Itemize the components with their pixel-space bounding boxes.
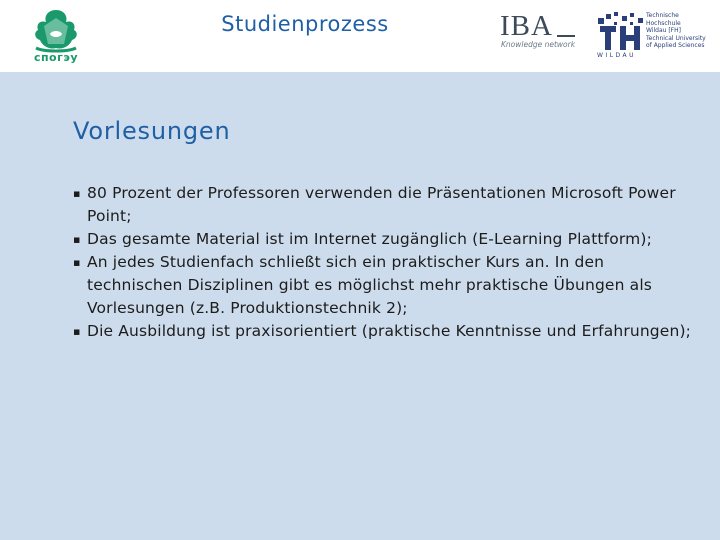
bullet-list xyxy=(73,182,703,343)
iba-logo-underline xyxy=(557,35,575,37)
slide-header xyxy=(0,0,720,72)
university-logo-text: спогэу xyxy=(33,51,79,64)
th-text-line: Technische xyxy=(646,12,679,19)
th-text-line: Hochschule xyxy=(646,19,681,27)
iba-logo xyxy=(500,10,580,54)
header-title: Studienprozess xyxy=(221,12,389,36)
bullet-text: An jedes Studienfach schließt sich ein praktischer Kurs an. In den technischen Disziplinen gibt es möglichst mehr praktische Übungen als Vorlesungen (z.B. Produktionstechnik 2); xyxy=(87,253,653,317)
th-text-line: of Applied Sciences xyxy=(646,42,705,49)
bullet-item xyxy=(73,251,703,320)
th-wildau-emblem-icon xyxy=(594,10,646,52)
th-text-line: Technical University xyxy=(646,34,706,42)
bullet-item xyxy=(73,320,703,343)
bullet-text: Das gesamte Material ist im Internet zugänglich (E-Learning Plattform); xyxy=(87,230,652,248)
bullet-marker-icon: ▪ xyxy=(73,325,81,338)
bullet-marker-icon: ▪ xyxy=(73,187,81,200)
bullet-text: 80 Prozent der Professoren verwenden die Präsentationen Microsoft Power Point; xyxy=(87,184,676,225)
bullet-marker-icon: ▪ xyxy=(73,233,81,246)
th-wildau-label: WILDAU xyxy=(597,52,637,59)
bullet-marker-icon: ▪ xyxy=(73,256,81,269)
th-wildau-logo xyxy=(594,10,704,60)
iba-logo-name: IBA xyxy=(500,10,553,42)
th-wildau-text xyxy=(646,12,706,50)
bullet-item xyxy=(73,228,703,251)
bullet-item xyxy=(73,182,703,228)
th-text-line: Wildau [FH] xyxy=(646,27,681,34)
slide-title: Vorlesungen xyxy=(73,117,231,145)
bullet-text: Die Ausbildung ist praxisorientiert (praktische Kenntnisse und Erfahrungen); xyxy=(87,322,692,340)
iba-logo-tagline: Knowledge network xyxy=(501,40,576,49)
